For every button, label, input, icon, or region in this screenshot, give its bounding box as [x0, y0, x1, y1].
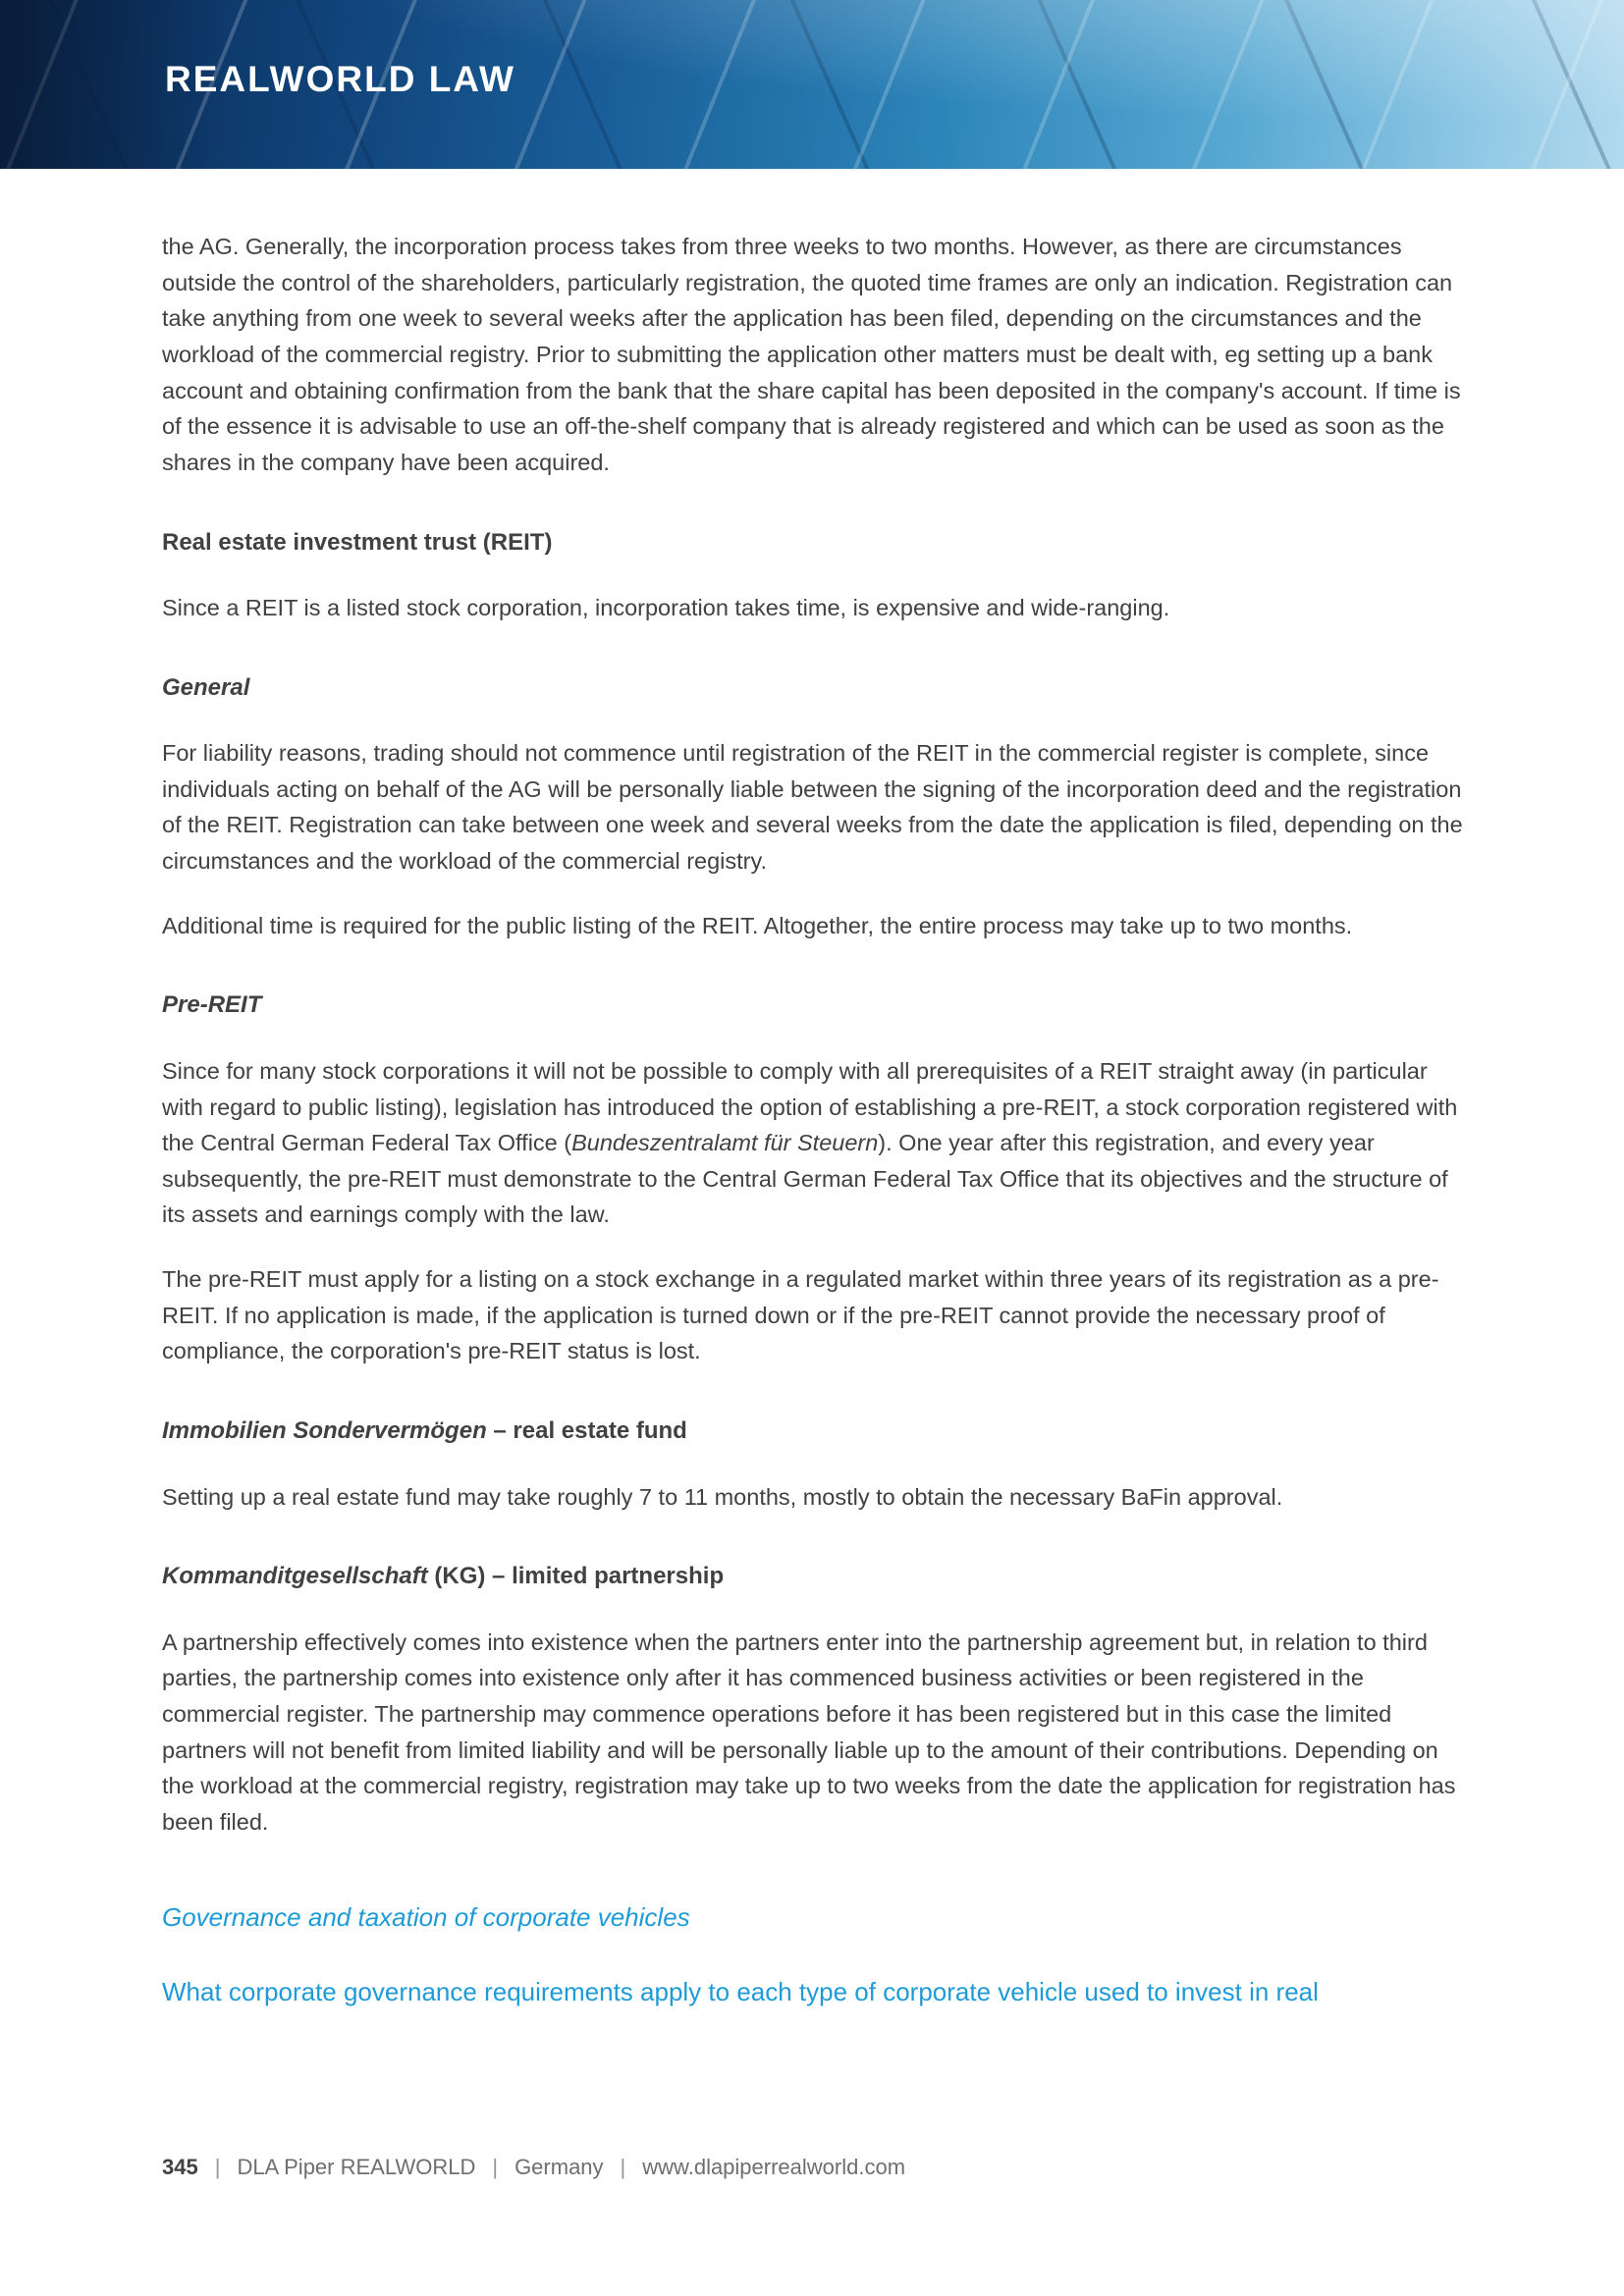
heading-governance-taxation: Governance and taxation of corporate vehicles	[162, 1901, 690, 1932]
paragraph-incorporation-timing: the AG. Generally, the incorporation process takes from three weeks to two months. However, as there are circumstances outside the control of the shareholders, particularly registration, the quoted time frames are only an indication. Registration can take anything from one week to several weeks after the application has been filed, depending on the circumstances and the workload of the commercial registry. Prior to submitting the application other matters must be dealt with, eg setting up a bank account and obtaining confirmation from the bank that the share capital has been deposited in the company's account. If time is of the essence it is advisable to use an off-the-shelf company that is already registered and which can be used as soon as the shares in the company have been acquired.	[162, 234, 1461, 475]
footer-country: Germany	[514, 2155, 604, 2179]
heading-limited-partnership	[162, 1558, 1468, 1594]
paragraph-pre-reit-part-b: ). One year after this registration, and every year subsequently, the pre-REIT must demonstrate to the Central German Federal Tax Office that its objectives and the structure of its assets and earnings comply with the law.	[162, 1130, 1448, 1228]
footer-separator: |	[492, 2155, 499, 2179]
footer-separator: |	[214, 2155, 221, 2179]
paragraph-general-listing-time: Additional time is required for the public listing of the REIT. Altogether, the entire process may take up to two months.	[162, 912, 1353, 938]
footer-brand: DLA Piper REALWORLD	[237, 2155, 476, 2179]
footer-page-number: 345	[162, 2155, 198, 2179]
paragraph-reit-intro: Since a REIT is a listed stock corporation, incorporation takes time, is expensive and wide-ranging.	[162, 595, 1170, 621]
heading-real-estate-fund-german: Immobilien Sondervermögen	[162, 1417, 487, 1445]
paragraph-governance-question: What corporate governance requirements apply to each type of corporate vehicle used to invest in real	[162, 1977, 1319, 2007]
heading-real-estate-fund-english: – real estate fund	[486, 1417, 687, 1445]
footer-separator: |	[620, 2155, 626, 2179]
heading-reit: Real estate investment trust (REIT)	[162, 528, 553, 556]
paragraph-general-liability: For liability reasons, trading should not commence until registration of the REIT in the commercial register is complete, since individuals acting on behalf of the AG will be personally liable between the signing of the incorporation deed and the registration of the REIT. Registration can take between one week and several weeks from the date the application is filed, depending on the circumstances and the workload of the commercial registry.	[162, 740, 1463, 875]
paragraph-partnership-existence: A partnership effectively comes into existence when the partners enter into the partnership agreement but, in relation to third parties, the partnership comes into existence only after it has commenced business activities or been registered in the commercial register. The partnership may commence operations before it has been registered but in this case the limited partners will not benefit from limited liability and will be personally liable up to the amount of their contributions. Depending on the workload at the commercial registry, registration may take up to two weeks from the date the application for registration has been filed.	[162, 1629, 1456, 1835]
heading-real-estate-fund	[162, 1413, 1468, 1449]
paragraph-pre-reit-listing-requirement: The pre-REIT must apply for a listing on a stock exchange in a regulated market within three years of its registration as a pre-REIT. If no application is made, if the application is turned down or if the pre-REIT cannot provide the necessary proof of compliance, the corporation's pre-REIT status is lost.	[162, 1266, 1439, 1364]
heading-limited-partnership-german: Kommanditgesellschaft	[162, 1563, 428, 1590]
heading-limited-partnership-english: (KG) – limited partnership	[427, 1563, 725, 1590]
paragraph-fund-setup-time: Setting up a real estate fund may take roughly 7 to 11 months, mostly to obtain the necessary BaFin approval.	[162, 1483, 1283, 1510]
header-banner	[0, 0, 1624, 169]
paragraph-pre-reit-part-a: Since for many stock corporations it will not be possible to comply with all prerequisites of a REIT straight away (in particular with regard to public listing), legislation has introduced the option of establishing a pre-REIT, a stock corporation registered with the Central German Federal Tax Office (	[162, 1057, 1458, 1156]
heading-general: General	[162, 673, 250, 701]
heading-pre-reit: Pre-REIT	[162, 991, 262, 1019]
main-content	[162, 229, 1468, 2012]
paragraph-pre-reit-german-term: Bundeszentralamt für Steuern	[571, 1130, 879, 1156]
page-title: REALWORLD LAW	[165, 59, 515, 99]
footer	[162, 2155, 905, 2180]
paragraph-pre-reit-establishment	[162, 1053, 1468, 1233]
footer-website-url: www.dlapiperrealworld.com	[642, 2155, 906, 2179]
